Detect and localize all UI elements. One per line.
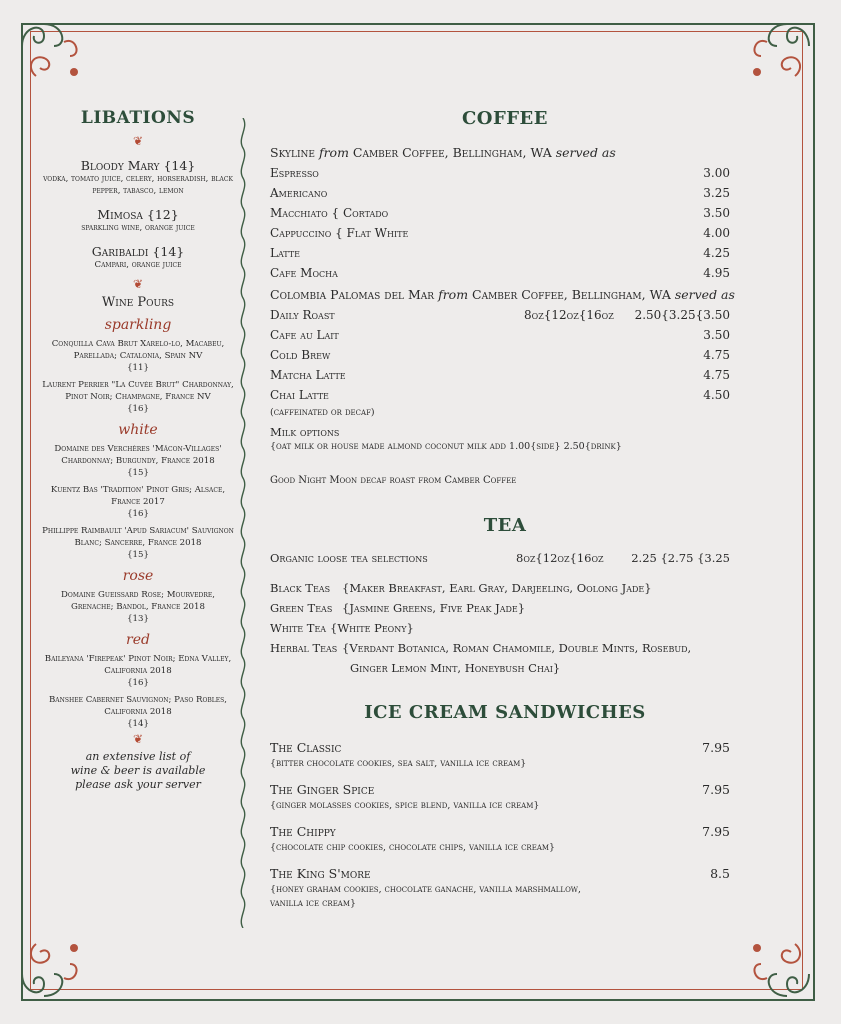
wine-text: Phillippe Raimbault 'Apud Sariacum' Sauvignon Blanc; Sancerre, France 2018 bbox=[42, 526, 234, 548]
drink-name: Bloody Mary {14} bbox=[80, 158, 196, 173]
wine-text: Banshee Cabernet Sauvignon; Paso Robles, California 2018 bbox=[48, 695, 227, 717]
ice-cream-item bbox=[270, 823, 740, 841]
chai-note: (caffeinated or decaf) bbox=[270, 407, 375, 418]
item-name: Macchiato { Cortado bbox=[270, 206, 389, 220]
item-name: Latte bbox=[270, 246, 300, 260]
colombia-header bbox=[270, 285, 740, 305]
note-line: wine & beer is available bbox=[70, 764, 206, 777]
item-price: 4.95 bbox=[703, 266, 730, 280]
item-price: 3.50 bbox=[703, 206, 730, 220]
tea-type-desc: {Verdant Botanica, Roman Chamomile, Double Mints, Rosebud, bbox=[342, 641, 692, 655]
menu-row bbox=[270, 243, 740, 263]
item-price: 7.95 bbox=[702, 782, 730, 797]
item-name: Cafe au Lait bbox=[270, 328, 339, 342]
note-line: an extensive list of bbox=[85, 750, 191, 763]
item-price: 4.75 bbox=[703, 368, 730, 382]
wine-pours-title: Wine Pours bbox=[101, 295, 175, 310]
corner-flourish-icon bbox=[747, 934, 817, 1004]
item-price: 7.95 bbox=[702, 740, 730, 755]
good-night-note: Good Night Moon decaf roast from Camber Coffee bbox=[270, 475, 517, 486]
wine-text: Kuentz Bas 'Tradition' Pinot Gris; Alsace, France 2017 bbox=[50, 485, 226, 507]
wine-price: {15} bbox=[127, 468, 149, 478]
item-desc-cont: vanilla ice cream} bbox=[270, 898, 356, 909]
drink-desc: Campari, orange juice bbox=[94, 260, 182, 270]
category-red: red bbox=[126, 632, 150, 648]
tea-title: TEA bbox=[483, 515, 527, 536]
item-name: Cappuccino { Flat White bbox=[270, 226, 409, 240]
item-name: Cafe Mocha bbox=[270, 266, 338, 280]
drink-name: Garibaldi {14} bbox=[91, 244, 185, 259]
menu-row bbox=[270, 305, 740, 325]
wine-item bbox=[42, 589, 234, 625]
wine-text: Laurent Perrier "La Cuvée Brut" Chardonnay, Pinot Noir; Champagne, France NV bbox=[42, 380, 234, 402]
ice-cream-title: ICE CREAM SANDWICHES bbox=[364, 702, 646, 723]
category-sparkling: sparkling bbox=[104, 317, 172, 333]
wine-item bbox=[42, 338, 234, 374]
colombia-roaster: Camber Coffee, Bellingham, WA bbox=[468, 287, 675, 302]
ice-cream-item bbox=[270, 781, 740, 799]
ice-cream-item bbox=[270, 865, 740, 883]
leaf-ornament-icon: ❦ bbox=[132, 134, 144, 148]
wine-item bbox=[42, 525, 234, 561]
item-name: The Chippy bbox=[270, 824, 336, 839]
tea-type-desc: {Maker Breakfast, Earl Gray, Darjeeling, Oolong Jade} bbox=[342, 581, 652, 595]
herbal-continuation: Ginger Lemon Mint, Honeybush Chai} bbox=[350, 661, 561, 675]
menu-row bbox=[270, 183, 740, 203]
item-desc: {chocolate chip cookies, chocolate chips, vanilla ice cream} bbox=[270, 842, 556, 853]
drink-desc: vodka, tomato juice, celery, horseradish, black pepper, tabasco, lemon bbox=[43, 174, 233, 196]
wine-price: {13} bbox=[127, 614, 149, 624]
libations-column bbox=[42, 108, 234, 792]
wine-item bbox=[42, 694, 234, 730]
item-desc: {bitter chocolate cookies, sea salt, vanilla ice cream} bbox=[270, 758, 527, 769]
colombia-name: Colombia Palomas del Mar bbox=[270, 287, 439, 302]
menu-row bbox=[270, 385, 740, 405]
menu-row bbox=[270, 203, 740, 223]
tea-type-desc: {White Peony} bbox=[330, 621, 414, 635]
skyline-header bbox=[270, 143, 740, 163]
wine-price: {15} bbox=[127, 550, 149, 560]
item-sizes: 8oz{12oz{16oz bbox=[524, 308, 614, 322]
item-name: Cold Brew bbox=[270, 348, 331, 362]
menu-row bbox=[270, 325, 740, 345]
wine-price: {14} bbox=[127, 719, 149, 729]
wine-item bbox=[42, 484, 234, 520]
menu-column bbox=[270, 108, 740, 921]
drink-desc: sparkling wine, orange juice bbox=[81, 223, 195, 233]
note-line: please ask your server bbox=[75, 778, 201, 791]
item-desc: {honey graham cookies, chocolate ganache, vanilla marshmallow, bbox=[270, 884, 581, 895]
tea-type-name: Black Teas bbox=[270, 581, 331, 595]
item-price: 3.25 bbox=[703, 186, 730, 200]
skyline-served: served as bbox=[555, 145, 616, 160]
colombia-served: served as bbox=[674, 287, 735, 302]
skyline-from: from bbox=[318, 145, 349, 160]
menu-row bbox=[270, 365, 740, 385]
tea-sizes: 8oz{12oz{16oz bbox=[516, 551, 604, 565]
leaf-ornament-icon: ❦ bbox=[132, 277, 144, 291]
tea-type-name: Green Teas bbox=[270, 601, 333, 615]
item-name: The Ginger Spice bbox=[270, 782, 375, 797]
item-desc: {ginger molasses cookies, spice blend, vanilla ice cream} bbox=[270, 800, 540, 811]
ice-cream-item bbox=[270, 739, 740, 757]
item-name: The King S'more bbox=[270, 866, 371, 881]
item-name: Matcha Latte bbox=[270, 368, 346, 382]
tea-type-row bbox=[270, 598, 740, 618]
item-name: Espresso bbox=[270, 166, 319, 180]
tea-type-name: Herbal Teas bbox=[270, 641, 338, 655]
tea-selection-row bbox=[270, 548, 740, 568]
corner-flourish-icon bbox=[747, 16, 817, 86]
colombia-from: from bbox=[438, 287, 469, 302]
wine-price: {11} bbox=[127, 363, 149, 373]
libations-title: LIBATIONS bbox=[80, 108, 196, 128]
corner-flourish-icon bbox=[14, 934, 84, 1004]
milk-title: Milk options bbox=[270, 425, 340, 439]
category-white: white bbox=[118, 422, 158, 438]
wine-price: {16} bbox=[127, 509, 149, 519]
menu-row bbox=[270, 345, 740, 365]
tea-type-row bbox=[270, 618, 740, 638]
skyline-roaster: Camber Coffee, Bellingham, WA bbox=[348, 145, 556, 160]
item-name: Americano bbox=[270, 186, 328, 200]
tea-prices: 2.25 {2.75 {3.25 bbox=[631, 551, 730, 565]
wine-text: Domaine des Verchères 'Mâcon-Villages' Chardonnay; Burgundy, France 2018 bbox=[54, 444, 222, 466]
menu-row bbox=[270, 263, 740, 283]
item-price: 2.50{3.25{3.50 bbox=[634, 308, 730, 322]
leaf-ornament-icon: ❦ bbox=[132, 732, 144, 746]
corner-flourish-icon bbox=[14, 16, 84, 86]
skyline-name: Skyline bbox=[270, 145, 319, 160]
item-price: 3.00 bbox=[703, 166, 730, 180]
drink-name: Mimosa {12} bbox=[97, 207, 179, 222]
menu-row bbox=[270, 163, 740, 183]
item-price: 4.50 bbox=[703, 388, 730, 402]
wine-price: {16} bbox=[127, 678, 149, 688]
wine-list-note bbox=[42, 750, 234, 792]
tea-type-row bbox=[270, 578, 740, 598]
item-name: Chai Latte bbox=[270, 388, 329, 402]
wine-item bbox=[42, 653, 234, 689]
tea-type-name: White Tea bbox=[270, 621, 327, 635]
item-name: Daily Roast bbox=[270, 308, 335, 322]
tea-type-row bbox=[270, 638, 740, 658]
item-price: 4.75 bbox=[703, 348, 730, 362]
tea-selection-name: Organic loose tea selections bbox=[270, 551, 428, 565]
wine-item bbox=[42, 443, 234, 479]
coffee-title: COFFEE bbox=[461, 108, 548, 129]
item-price: 4.00 bbox=[703, 226, 730, 240]
wine-item bbox=[42, 379, 234, 415]
item-price: 3.50 bbox=[703, 328, 730, 342]
milk-desc: {oat milk or house made almond coconut milk add 1.00{side} 2.50{drink} bbox=[270, 441, 622, 452]
item-name: The Classic bbox=[270, 740, 342, 755]
tea-type-desc: {Jasmine Greens, Five Peak Jade} bbox=[342, 601, 526, 615]
vine-divider-icon bbox=[236, 118, 250, 928]
item-price: 8.5 bbox=[710, 866, 730, 881]
wine-text: Domaine Gueissard Rose; Mourvedre, Grenache; Bandol, France 2018 bbox=[61, 590, 215, 612]
category-rose: rose bbox=[122, 568, 154, 584]
wine-text: Conquilla Cava Brut Xarelo-lo, Macabeu, Parellada; Catalonia, Spain NV bbox=[51, 339, 225, 361]
item-price: 7.95 bbox=[702, 824, 730, 839]
item-price: 4.25 bbox=[703, 246, 730, 260]
wine-text: Baileyana 'Firepeak' Pinot Noir; Edna Valley, California 2018 bbox=[44, 654, 232, 676]
wine-price: {16} bbox=[127, 404, 149, 414]
menu-row bbox=[270, 223, 740, 243]
